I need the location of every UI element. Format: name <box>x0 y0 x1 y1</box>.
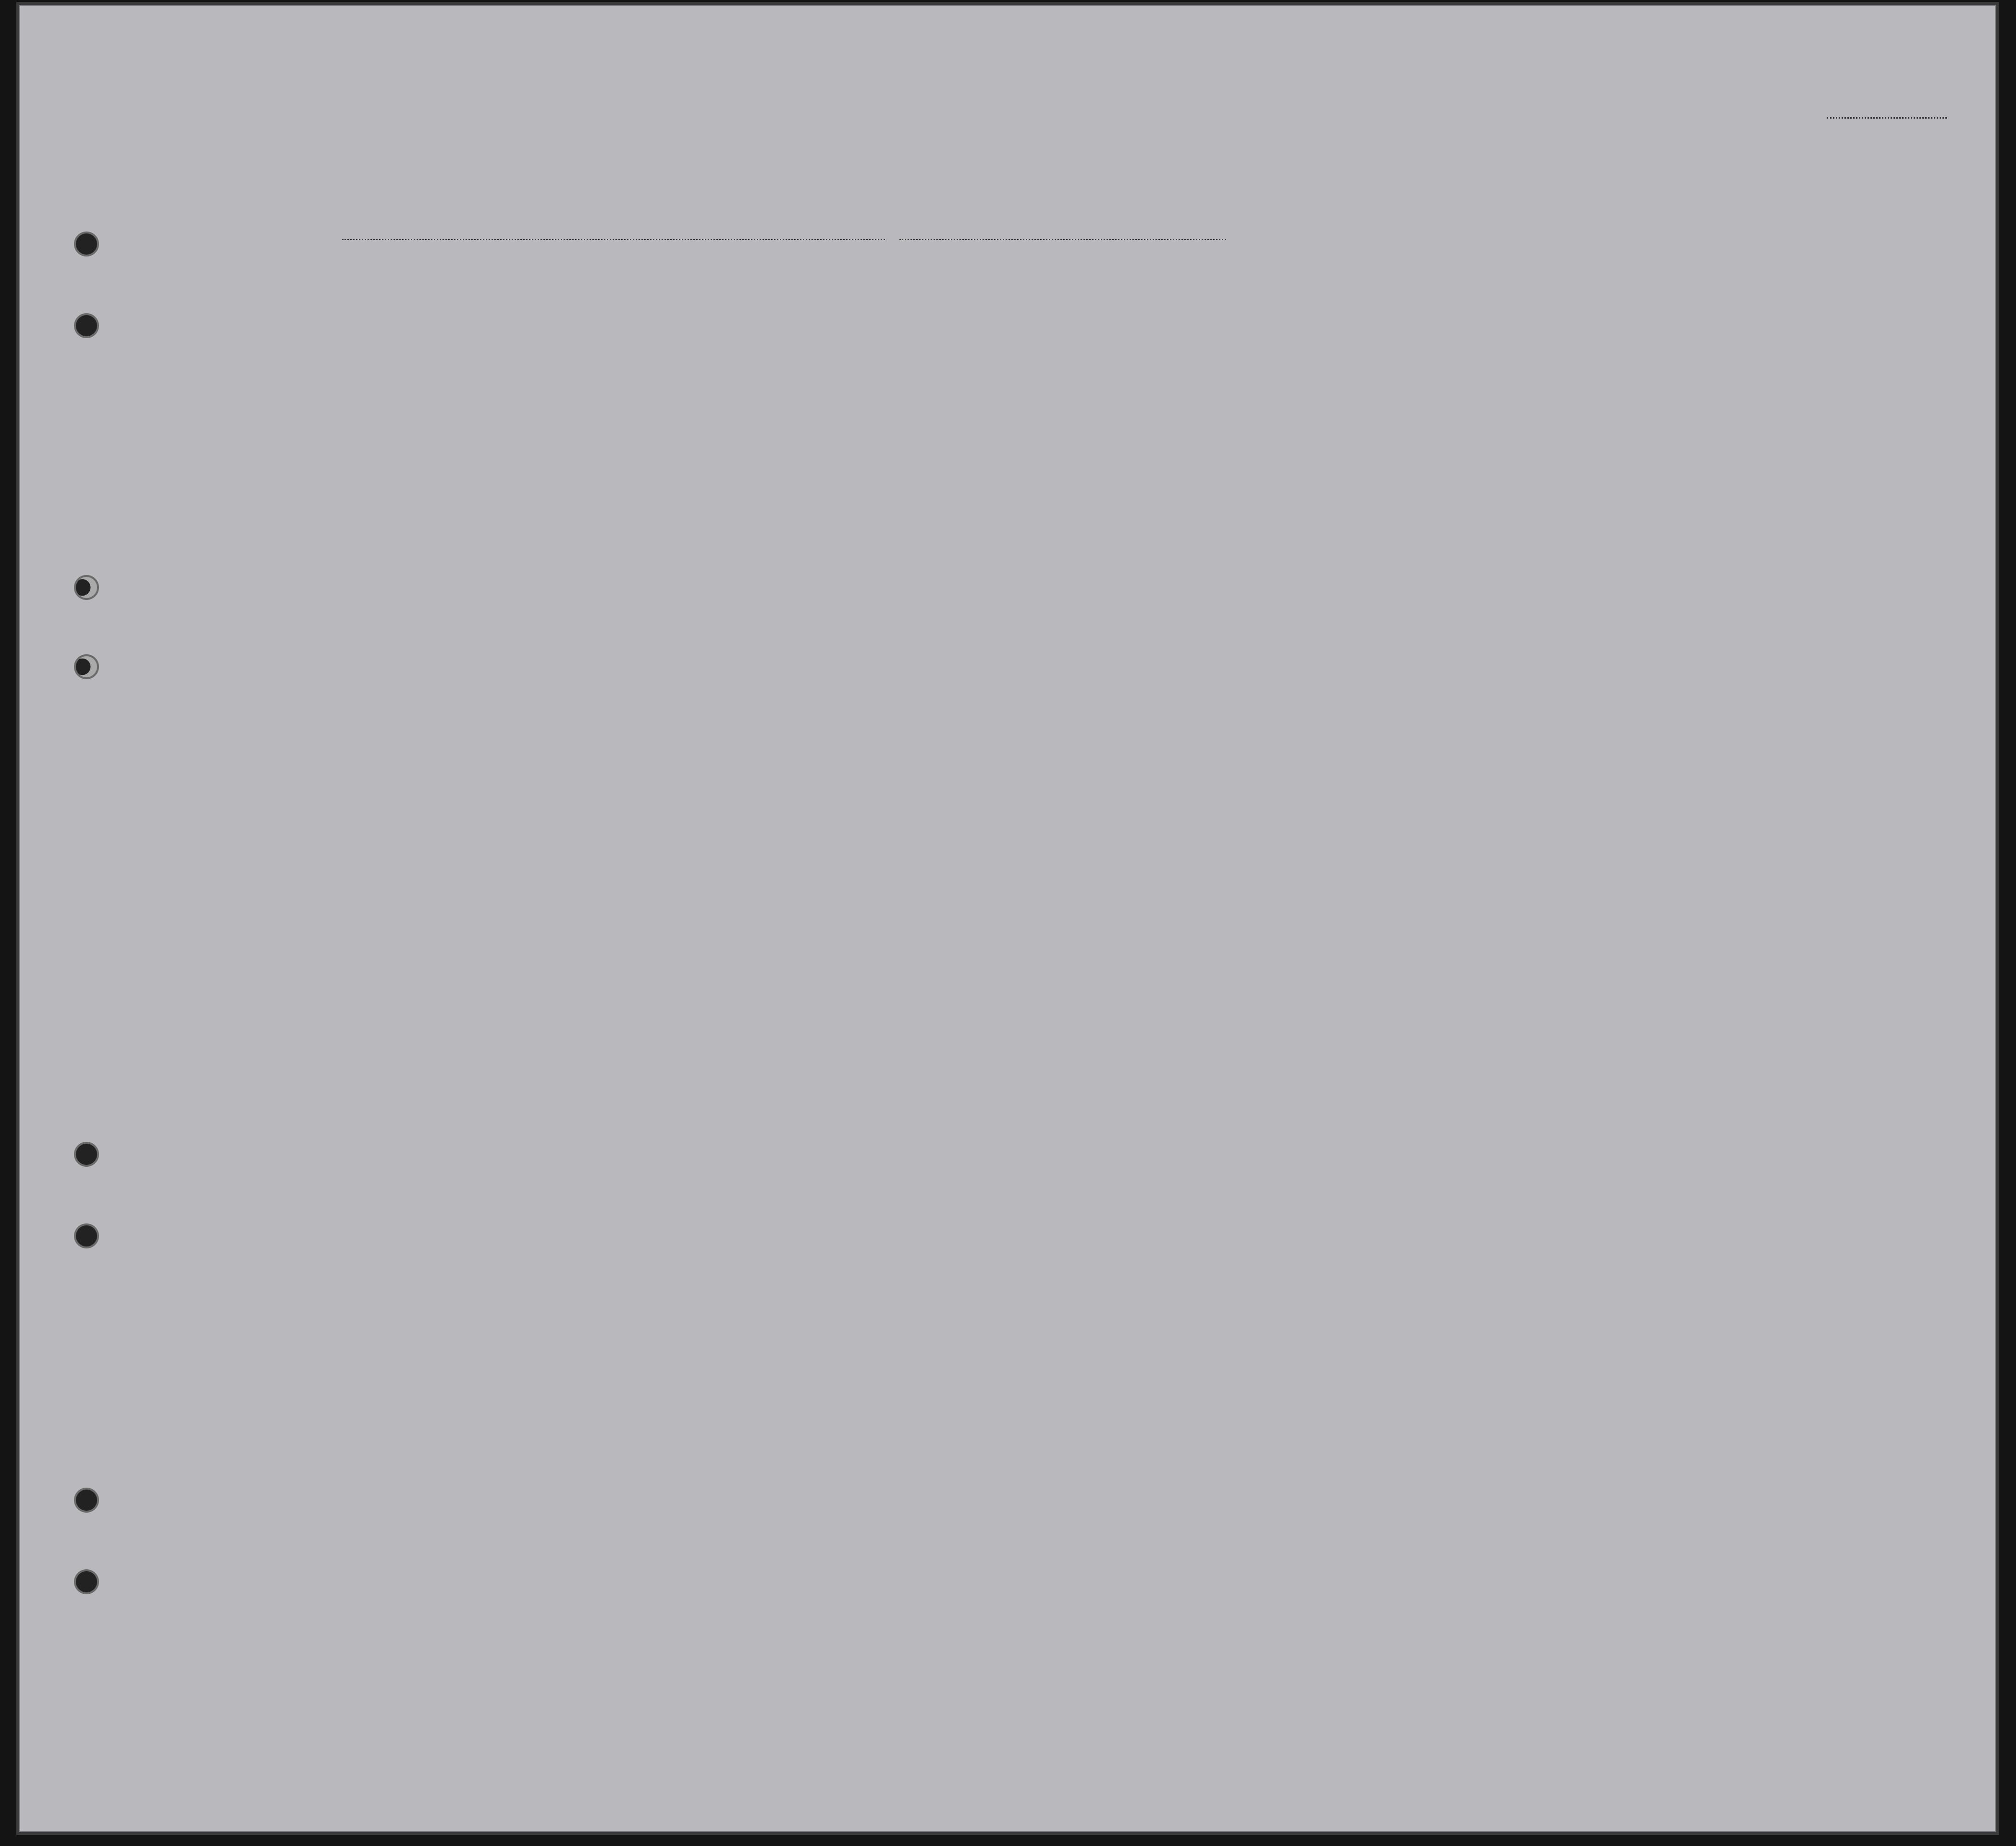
col26-header <box>1356 294 1375 433</box>
date-underline <box>899 239 1226 240</box>
col28-header <box>1409 294 1462 433</box>
table-grid <box>20 6 1995 1831</box>
punch-hole-icon <box>74 1488 99 1513</box>
col24-citizen <box>1274 337 1303 433</box>
punch-hole-icon <box>74 232 99 257</box>
punch-hole-icon <box>74 1569 99 1594</box>
list-underline <box>1827 117 1947 119</box>
col21-header <box>726 294 755 433</box>
col25-header <box>1313 294 1346 433</box>
port-underline <box>342 239 885 240</box>
col34-feet <box>1675 390 1690 433</box>
col29-header <box>1464 294 1502 433</box>
col27-header <box>1382 294 1401 433</box>
col19-header <box>594 294 618 433</box>
col30-header <box>1505 294 1526 433</box>
col24-return <box>1200 337 1233 433</box>
manifest-sheet <box>19 5 1996 1832</box>
punch-hole-icon <box>74 1142 99 1167</box>
punch-hole-icon <box>74 1223 99 1248</box>
col31-header <box>1529 294 1548 433</box>
col34-inches <box>1699 390 1714 433</box>
col24-length <box>1238 337 1267 433</box>
punch-hole-icon <box>74 654 99 679</box>
punch-hole-icon <box>74 575 99 600</box>
punch-hole-icon <box>74 313 99 338</box>
